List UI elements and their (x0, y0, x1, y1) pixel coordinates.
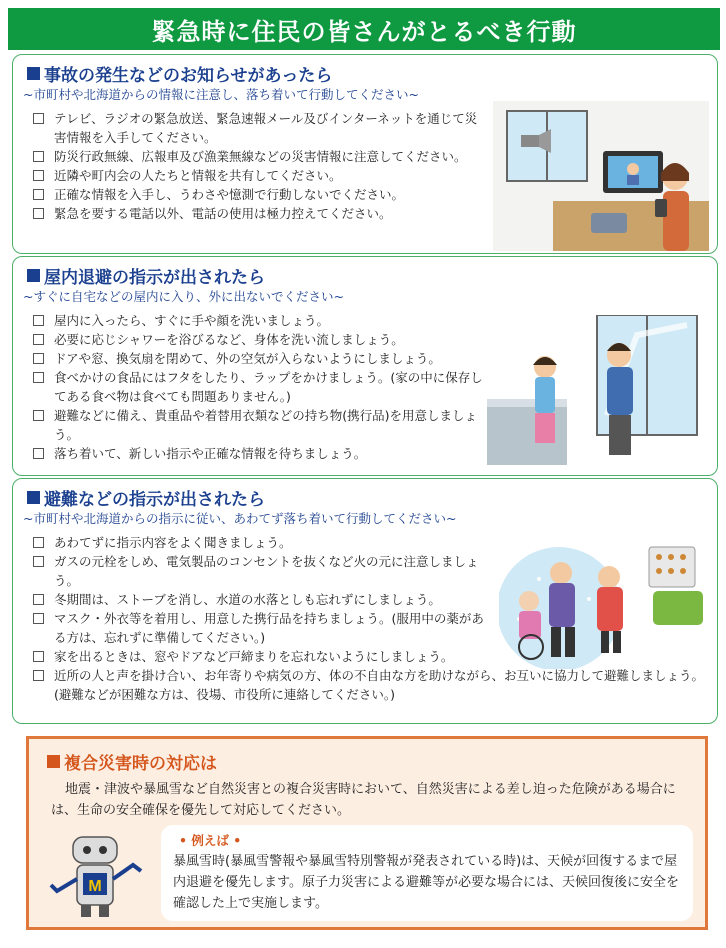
checkbox-icon (33, 353, 44, 364)
checklist (33, 311, 485, 463)
complex-disaster-box (26, 736, 708, 930)
section-heading-text: 避難などの指示が出されたら (44, 490, 265, 510)
checkbox-icon (33, 170, 44, 181)
checklist-item: テレビ、ラジオの緊急放送、緊急速報メール及びインターネットを通じて災害情報を入手してください。 (33, 109, 483, 147)
checklist-item: マスク・外衣等を着用し、用意した携行品を持ちましょう。(服用中の薬がある方は、忘れずに準備してください。) (33, 609, 495, 647)
square-bullet-icon (47, 755, 60, 768)
checklist-item: ドアや窓、換気扇を閉めて、外の空気が入らないようにしましょう。 (33, 349, 485, 368)
robot-mascot-icon (43, 831, 153, 921)
tv-radio-illustration (493, 101, 709, 251)
example-text: 暴風雪時(暴風雪警報や暴風雪特別警報が発表されている時)は、天候が回復するまで屋内退避を優先します。原子力災害による避難等が必要な場合には、天候回復後に安全を確認した上で実施します。 (173, 854, 679, 911)
square-bullet-icon (27, 269, 40, 282)
checkbox-icon (33, 372, 44, 383)
section-subheading: ~市町村や北海道からの情報に注意し、落ち着いて行動してください~ (23, 87, 419, 102)
section-subheading: ~すぐに自宅などの屋内に入り、外に出ないでください~ (23, 289, 344, 304)
checkbox-icon (33, 651, 44, 662)
section-heading-text: 事故の発生などのお知らせがあったら (44, 66, 333, 86)
checkbox-icon (33, 208, 44, 219)
checkbox-icon (33, 189, 44, 200)
section-heading (27, 485, 265, 510)
checklist-item: ガスの元栓をしめ、電気製品のコンセントを抜くなど火の元に注意しましょう。 (33, 552, 495, 590)
complex-heading-text: 複合災害時の対応は (64, 754, 217, 774)
checklist-item: 冬期間は、ストーブを消し、水道の水落としも忘れずにしましょう。 (33, 590, 495, 609)
evacuation-illustration (499, 539, 711, 669)
checklist (33, 533, 705, 704)
checklist (33, 109, 483, 223)
square-bullet-icon (27, 491, 40, 504)
checkbox-icon (33, 410, 44, 421)
page-title: 緊急時に住民の皆さんがとるべき行動 (151, 17, 577, 46)
complex-body: 地震・津波や暴風雪など自然災害との複合災害時において、自然災害による差し迫った危険がある場合には、生命の安全確保を優先して対応してください。 (51, 782, 676, 818)
checkbox-icon (33, 556, 44, 567)
checklist-item-wide: 近所の人と声を掛け合い、お年寄りや病気の方、体の不自由な方を助けながら、お互いに協力して避難しましょう。(避難などが困難な方は、役場、市役所に連絡してください。) (33, 666, 705, 704)
checklist-item: あわてずに指示内容をよく聞きましょう。 (33, 533, 495, 552)
section-indoor-shelter (12, 256, 718, 476)
checklist-item: 緊急を要する電話以外、電話の使用は極力控えてください。 (33, 204, 483, 223)
section-evacuation (12, 478, 718, 724)
checklist-item: 防災行政無線、広報車及び漁業無線などの災害情報に注意してください。 (33, 147, 483, 166)
section-heading (27, 61, 332, 86)
example-bubble (161, 825, 693, 921)
complex-heading (47, 749, 217, 774)
checkbox-icon (33, 151, 44, 162)
checkbox-icon (33, 613, 44, 624)
checklist-item: 必要に応じシャワーを浴びるなど、身体を洗い流しましょう。 (33, 330, 485, 349)
hand-washing-illustration (487, 315, 707, 465)
checkbox-icon (33, 594, 44, 605)
checkbox-icon (33, 315, 44, 326)
section-heading-text: 屋内退避の指示が出されたら (44, 268, 265, 288)
checkbox-icon (33, 537, 44, 548)
checklist-item: 屋内に入ったら、すぐに手や顔を洗いましょう。 (33, 311, 485, 330)
checklist-item: 落ち着いて、新しい指示や正確な情報を待ちましょう。 (33, 444, 485, 463)
checklist-item: 家を出るときは、窓やドアなど戸締まりを忘れないようにしましょう。 (33, 647, 495, 666)
square-bullet-icon (27, 67, 40, 80)
checklist-item: 食べかけの食品にはフタをしたり、ラップをかけましょう。(家の中に保存してある食べ物は食べても問題ありません。) (33, 368, 485, 406)
checklist-item: 正確な情報を入手し、うわさや憶測で行動しないでください。 (33, 185, 483, 204)
title-bar (8, 8, 720, 50)
section-subheading: ~市町村や北海道からの指示に従い、あわてず落ち着いて行動してください~ (23, 511, 457, 526)
section-notification (12, 54, 718, 254)
checklist-item: 近隣や町内会の人たちと情報を共有してください。 (33, 166, 483, 185)
checkbox-icon (33, 334, 44, 345)
mascot-badge-letter: M (88, 878, 102, 895)
checkbox-icon (33, 448, 44, 459)
checkbox-icon (33, 670, 44, 681)
checklist-item: 避難などに備え、貴重品や着替用衣類などの持ち物(携行品)を用意しましょう。 (33, 406, 485, 444)
section-heading (27, 263, 265, 288)
checkbox-icon (33, 113, 44, 124)
example-label: • 例えば • (179, 833, 242, 848)
